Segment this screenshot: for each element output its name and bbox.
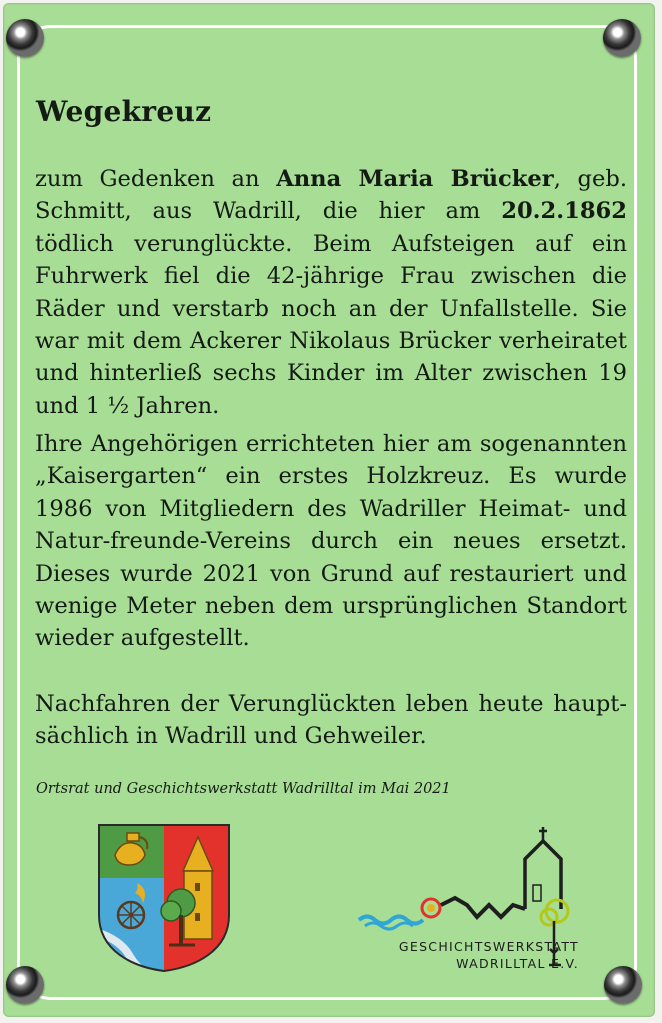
screw-icon [6,966,44,1004]
coat-of-arms-icon [97,823,231,973]
paragraph-descendants: Nachfahren der Verunglückten leben heute haupt-sächlich in Wadrill und Gehweiler. [35,691,627,750]
sign-title: Wegekreuz [36,95,212,128]
logo-text-line1: GESCHICHTSWERKSTATT [398,939,579,954]
accident-date: 20.2.1862 [501,198,627,225]
text-segment: tödlich verunglückte. Beim Aufsteigen auf ein Fuhrwerk fiel die 42-jährige Frau zwischen die Räder und verstarb noch an der Unfallstelle. Sie war mit dem Ackerer Nikolaus Brücker verheiratet und hinterließ sechs Kinder im Alter zwischen 19 und 1 ½ Jahren. [35,230,627,419]
credit-line: Ortsrat und Geschichtswerkstatt Wadrilltal im Mai 2021 [36,781,451,797]
text-segment: zum Gedenken an [35,166,277,192]
logo-text-line2: WADRILLTAL E.V. [456,956,579,971]
screw-icon [604,966,642,1004]
screw-icon [6,19,44,57]
paragraph-memorial [35,163,627,422]
paragraph-history: Ihre Angehörigen errichteten hier am sogenannten „Kaisergarten“ ein erstes Holzkreuz. Es wurde 1986 von Mitgliedern des Wadriller Heimat- und Natur-freunde-Vereins durch ein neues ersetzt. Dieses wurde 2021 von Grund auf restauriert und wenige Meter neben dem ursprünglichen Standort wieder aufgestellt. [35,431,627,652]
screw-icon [603,19,641,57]
text-segment: , geb. Schmitt, aus Wadrill, die hier am [35,166,627,225]
person-name: Anna Maria Brücker [276,166,554,192]
sign-plate [3,3,655,1017]
